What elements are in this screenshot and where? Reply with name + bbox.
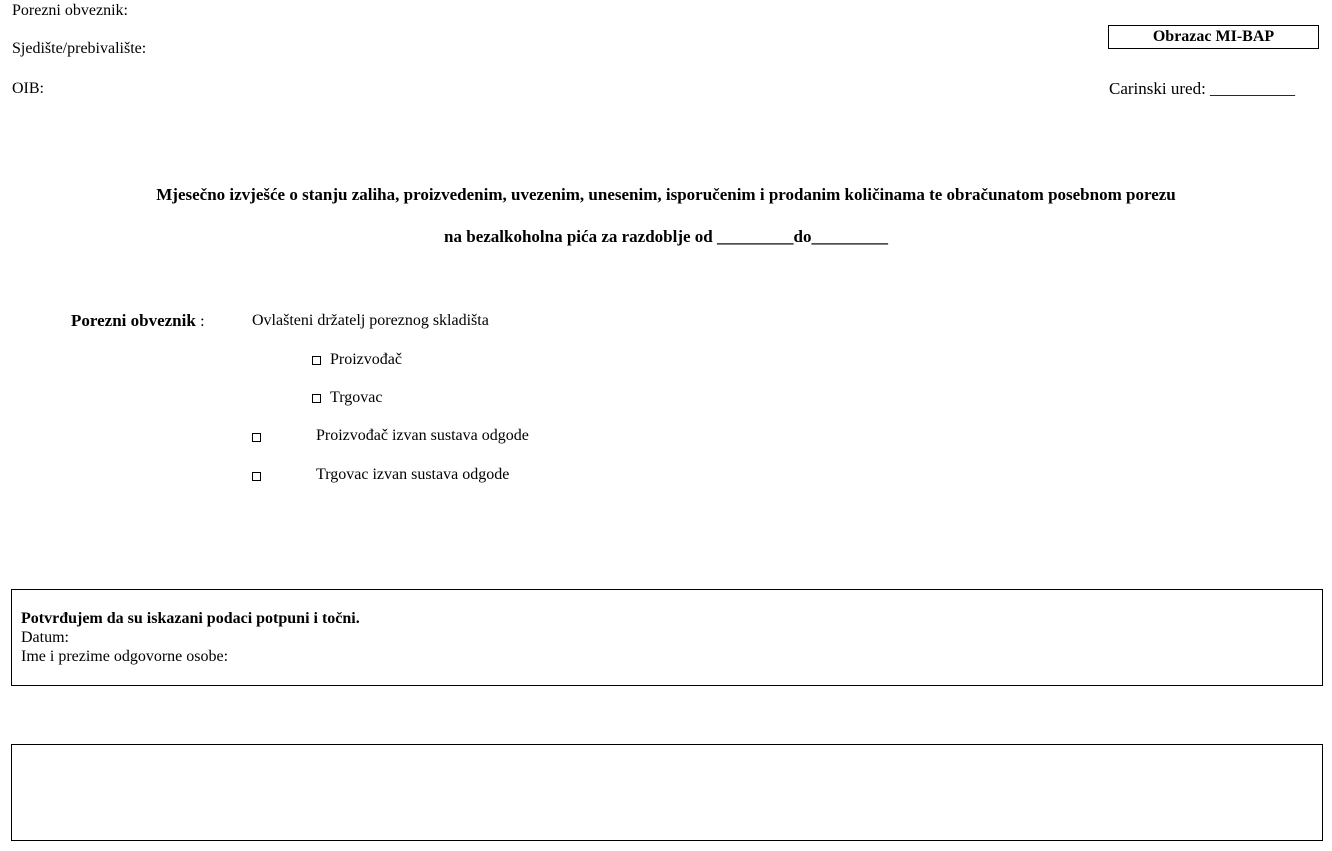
- taxpayer-type-heading: [71, 311, 205, 331]
- confirmation-statement: Potvrđujem da su iskazani podaci potpuni i točni.: [21, 610, 360, 627]
- taxpayer-type-colon: :: [200, 313, 205, 330]
- taxpayer-type-label: Porezni obveznik: [71, 311, 196, 330]
- confirmation-box: [11, 589, 1323, 686]
- producer-outside-deferral-label: Proizvođač izvan sustava odgode: [316, 427, 529, 444]
- oib-label: OIB:: [12, 80, 44, 97]
- empty-box: [11, 744, 1323, 841]
- authorized-warehouse-keeper-label: Ovlašteni držatelj poreznog skladišta: [252, 312, 489, 329]
- customs-office-field: Carinski ured: __________: [1109, 79, 1296, 98]
- producer-outside-deferral-checkbox[interactable]: [252, 433, 261, 442]
- form-code-box: [1108, 25, 1319, 49]
- trader-checkbox[interactable]: [312, 394, 321, 403]
- form-code: Obrazac MI-BAP: [1152, 28, 1275, 45]
- responsible-person-label: Ime i prezime odgovorne osobe:: [21, 648, 229, 665]
- taxpayer-label: Porezni obveznik:: [12, 2, 128, 19]
- trader-outside-deferral-checkbox[interactable]: [252, 472, 261, 481]
- producer-checkbox[interactable]: [312, 356, 321, 365]
- report-title-line-2: na bezalkoholna pića za razdoblje od _________do_________: [444, 227, 888, 246]
- seat-label: Sjedište/prebivalište:: [12, 40, 147, 57]
- trader-outside-deferral-label: Trgovac izvan sustava odgode: [316, 466, 510, 483]
- trader-option-label: Trgovac: [330, 389, 383, 406]
- date-label: Datum:: [21, 629, 69, 646]
- producer-option-label: Proizvođač: [330, 351, 402, 368]
- report-title-line-1: Mjesečno izvješće o stanju zaliha, proizvedenim, uvezenim, unesenim, isporučenim i prodanim količinama te obračunatom posebnom porezu: [156, 185, 1176, 204]
